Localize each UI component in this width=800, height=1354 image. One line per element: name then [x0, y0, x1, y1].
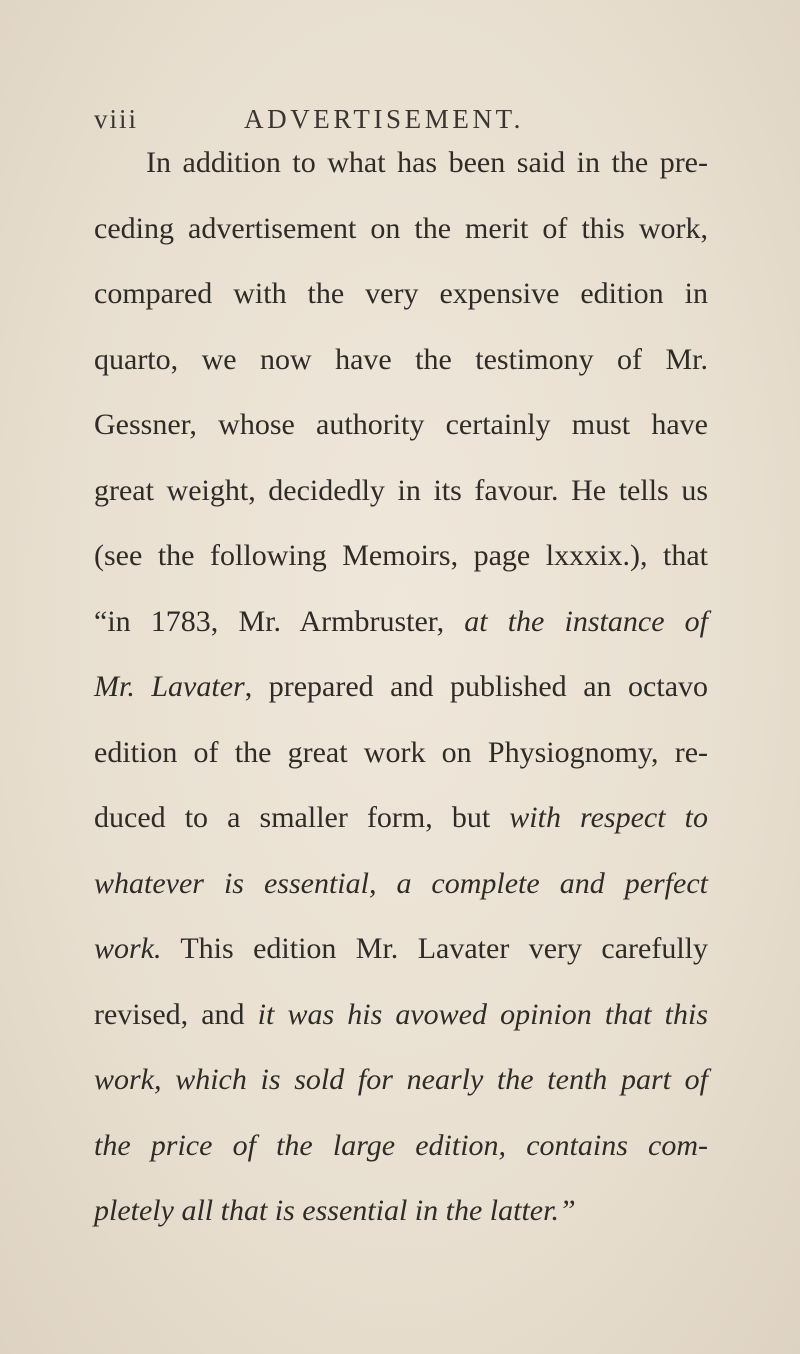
- text-line: duced to a smaller form, but with respect to: [94, 801, 708, 834]
- text-line: work, which is sold for nearly the tenth part of: [94, 1063, 708, 1096]
- text-line: revised, and it was his avowed opinion that this: [94, 997, 708, 1031]
- running-head: ADVERTISEMENT.: [244, 104, 525, 134]
- text-line: Gessner, whose authority certainly must have: [94, 408, 708, 441]
- text-line: quarto, we now have the testimony of Mr.: [94, 342, 708, 376]
- text-line: In addition to what has been said in the pre-: [146, 146, 708, 179]
- page-number: viii: [94, 104, 139, 134]
- text-line: “in 1783, Mr. Armbruster, at the instance of: [94, 604, 708, 638]
- text-line: compared with the very expensive edition in: [94, 277, 708, 310]
- advertisement-paragraph: [94, 130, 708, 1244]
- text-line: edition of the great work on Physiognomy, re-: [94, 735, 708, 769]
- text-line: ceding advertisement on the merit of this work,: [94, 211, 708, 245]
- text-line: great weight, decidedly in its favour. He tells us: [94, 473, 708, 507]
- text-line: pletely all that is essential in the latter.”: [94, 1194, 576, 1227]
- text-line: work. This edition Mr. Lavater very carefully: [94, 932, 708, 965]
- text-line: (see the following Memoirs, page lxxxix.), that: [94, 539, 708, 572]
- text-line: whatever is essential, a complete and perfect: [94, 866, 708, 900]
- text-line: the price of the large edition, contains com-: [94, 1128, 708, 1162]
- text-line: Mr. Lavater, prepared and published an octavo: [94, 670, 709, 703]
